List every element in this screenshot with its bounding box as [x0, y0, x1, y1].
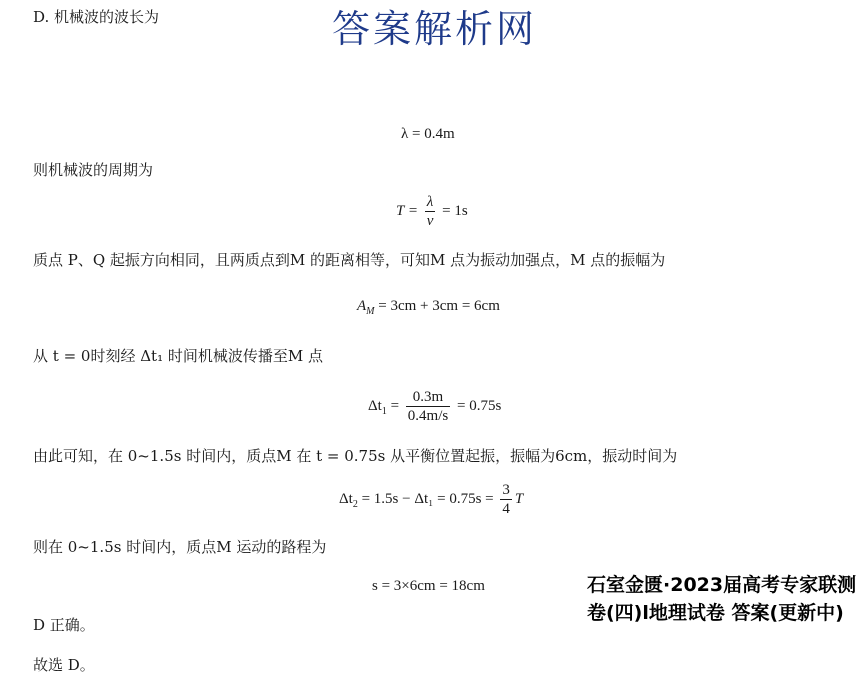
dt2-equation: [339, 481, 523, 518]
amplitude-equation: [357, 296, 500, 322]
dt1-equation: [368, 388, 501, 425]
dt2-denominator: 4: [502, 501, 510, 517]
d-correct-text: D 正确。: [33, 616, 95, 634]
same-direction-text: 质点 P、Q 起振方向相同，且两质点到M 的距离相等，可知M 点为振动加强点，M 点的振幅为: [33, 251, 666, 269]
from-t0-text: 从 t = 0时刻经 Δt₁ 时间机械波传播至M 点: [33, 347, 323, 365]
period-intro: 则机械波的周期为: [33, 161, 154, 179]
period-rhs: = 1s: [442, 202, 468, 219]
dt2-mid: = 1.5s − Δt₁ = 0.75s =: [361, 490, 494, 507]
dt1-numerator: 0.3m: [406, 388, 450, 407]
dt1-fraction: [406, 388, 450, 425]
wavelength-equation: λ = 0.4m: [401, 126, 455, 142]
watermark: 答案解析网: [332, 7, 538, 51]
amplitude-lhs: A: [357, 298, 367, 314]
period-denominator: v: [426, 213, 434, 229]
dt1-denominator: 0.4m/s: [407, 408, 449, 424]
dt1-lhs: Δt: [368, 397, 382, 414]
conclusion-text: 由此可知，在 0~1.5s 时间内，质点M 在 t = 0.75s 从平衡位置起振，振幅为6cm，振动时间为: [33, 447, 678, 465]
choose-d-text: 故选 D。: [33, 656, 95, 674]
dt1-eq: =: [390, 397, 400, 414]
period-lhs: T =: [396, 202, 418, 219]
period-numerator: λ: [425, 193, 436, 212]
option-d-heading: D. 机械波的波长为: [33, 8, 160, 26]
period-equation: [396, 193, 468, 230]
path-equation: s = 3×6cm = 18cm: [372, 578, 485, 594]
dt2-fraction: [500, 481, 512, 518]
period-fraction: [425, 193, 436, 230]
amplitude-rhs: = 3cm + 3cm = 6cm: [378, 298, 500, 314]
amplitude-sub: M: [366, 306, 375, 317]
path-intro: 则在 0~1.5s 时间内，质点M 运动的路程为: [33, 538, 327, 556]
dt2-sub: 2: [352, 498, 358, 510]
dt1-sub: 1: [381, 405, 387, 417]
dt2-numerator: 3: [502, 482, 510, 498]
overlay-caption: 石室金匮·2023届高考专家联测卷(四)l地理试卷 答案(更新中): [587, 574, 857, 624]
dt1-rhs: = 0.75s: [456, 397, 502, 414]
dt2-period: T: [514, 490, 524, 507]
dt2-lhs: Δt: [339, 490, 353, 507]
